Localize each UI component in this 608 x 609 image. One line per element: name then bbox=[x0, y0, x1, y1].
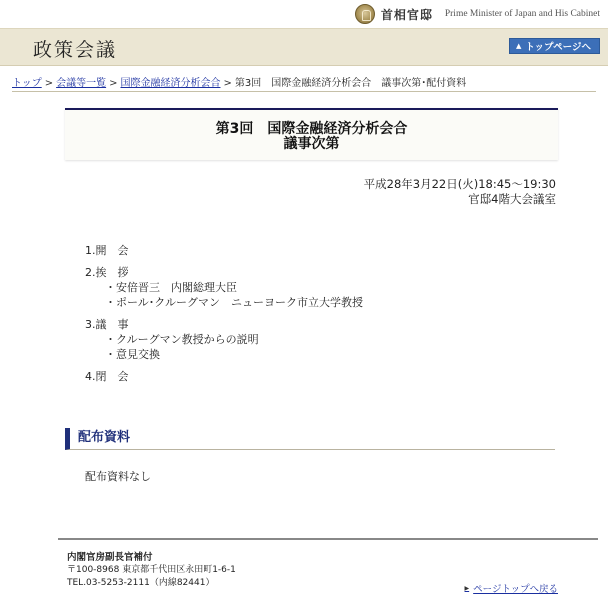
agenda-subitem: ・ポール･クルーグマン ニューヨーク市立大学教授 bbox=[105, 296, 363, 309]
footer-contact bbox=[67, 551, 236, 590]
page-header bbox=[0, 28, 608, 66]
breadcrumb-current: 第3回 国際金融経済分析会合 議事次第･配付資料 bbox=[234, 78, 467, 89]
page-title: 第3回 国際金融経済分析会合 bbox=[215, 121, 408, 137]
breadcrumb-divider bbox=[12, 91, 596, 92]
breadcrumb-separator: > bbox=[223, 78, 232, 89]
brand-name-en: Prime Minister of Japan and His Cabinet bbox=[444, 9, 600, 19]
footer-tel: TEL.03-5253-2111（内線82441） bbox=[67, 578, 215, 588]
agenda-item-label: 3.議 事 bbox=[85, 318, 129, 331]
meeting-location: 官邸4階大会議室 bbox=[468, 192, 556, 206]
triangle-up-icon: ▲ bbox=[515, 42, 522, 50]
agenda-item-label: 2.挨 拶 bbox=[85, 266, 129, 279]
agenda-item bbox=[85, 265, 363, 310]
brand-name-jp: 首相官邸 bbox=[380, 7, 433, 22]
breadcrumb-link-meetings[interactable]: 会議等一覧 bbox=[56, 78, 107, 89]
breadcrumb-link-analysis-meeting[interactable]: 国際金融経済分析会合 bbox=[120, 78, 221, 89]
breadcrumb-separator: > bbox=[109, 78, 118, 89]
page-subtitle: 議事次第 bbox=[283, 136, 340, 152]
agenda-subitem: ・クルーグマン教授からの説明 bbox=[105, 333, 259, 346]
top-page-button[interactable] bbox=[509, 38, 600, 54]
header-title: 政策会議 bbox=[33, 39, 118, 61]
government-seal-icon bbox=[355, 4, 375, 24]
page-top-link-label: ページトップへ戻る bbox=[473, 584, 558, 595]
footer-divider bbox=[58, 538, 598, 540]
breadcrumb-separator: > bbox=[44, 78, 54, 89]
agenda-subitem: ・安倍晋三 内閣総理大臣 bbox=[105, 281, 237, 294]
top-page-button-label: トップページへ bbox=[525, 42, 591, 53]
agenda-item bbox=[85, 369, 363, 384]
breadcrumb-link-top[interactable]: トップ bbox=[12, 78, 42, 89]
breadcrumb bbox=[12, 74, 466, 89]
materials-heading: 配布資料 bbox=[65, 428, 555, 450]
agenda-item bbox=[85, 317, 363, 362]
agenda-item bbox=[85, 243, 363, 258]
meeting-datetime: 平成28年3月22日(火)18:45～19:30 bbox=[363, 177, 556, 191]
agenda-subitem: ・意見交換 bbox=[105, 348, 160, 361]
materials-none-text: 配布資料なし bbox=[85, 470, 151, 483]
footer-org: 内閣官房副長官補付 bbox=[67, 552, 153, 563]
footer-address: 〒100-8968 東京都千代田区永田町1-6-1 bbox=[67, 565, 236, 575]
brand-logo[interactable] bbox=[355, 3, 600, 25]
agenda-item-label: 4.閉 会 bbox=[85, 370, 129, 383]
page-top-link[interactable] bbox=[465, 581, 558, 595]
page-title-box bbox=[65, 108, 558, 160]
agenda-item-label: 1.開 会 bbox=[85, 244, 129, 257]
meeting-meta bbox=[364, 177, 556, 207]
agenda-list bbox=[85, 243, 363, 391]
triangle-right-icon: ▶ bbox=[464, 584, 470, 592]
